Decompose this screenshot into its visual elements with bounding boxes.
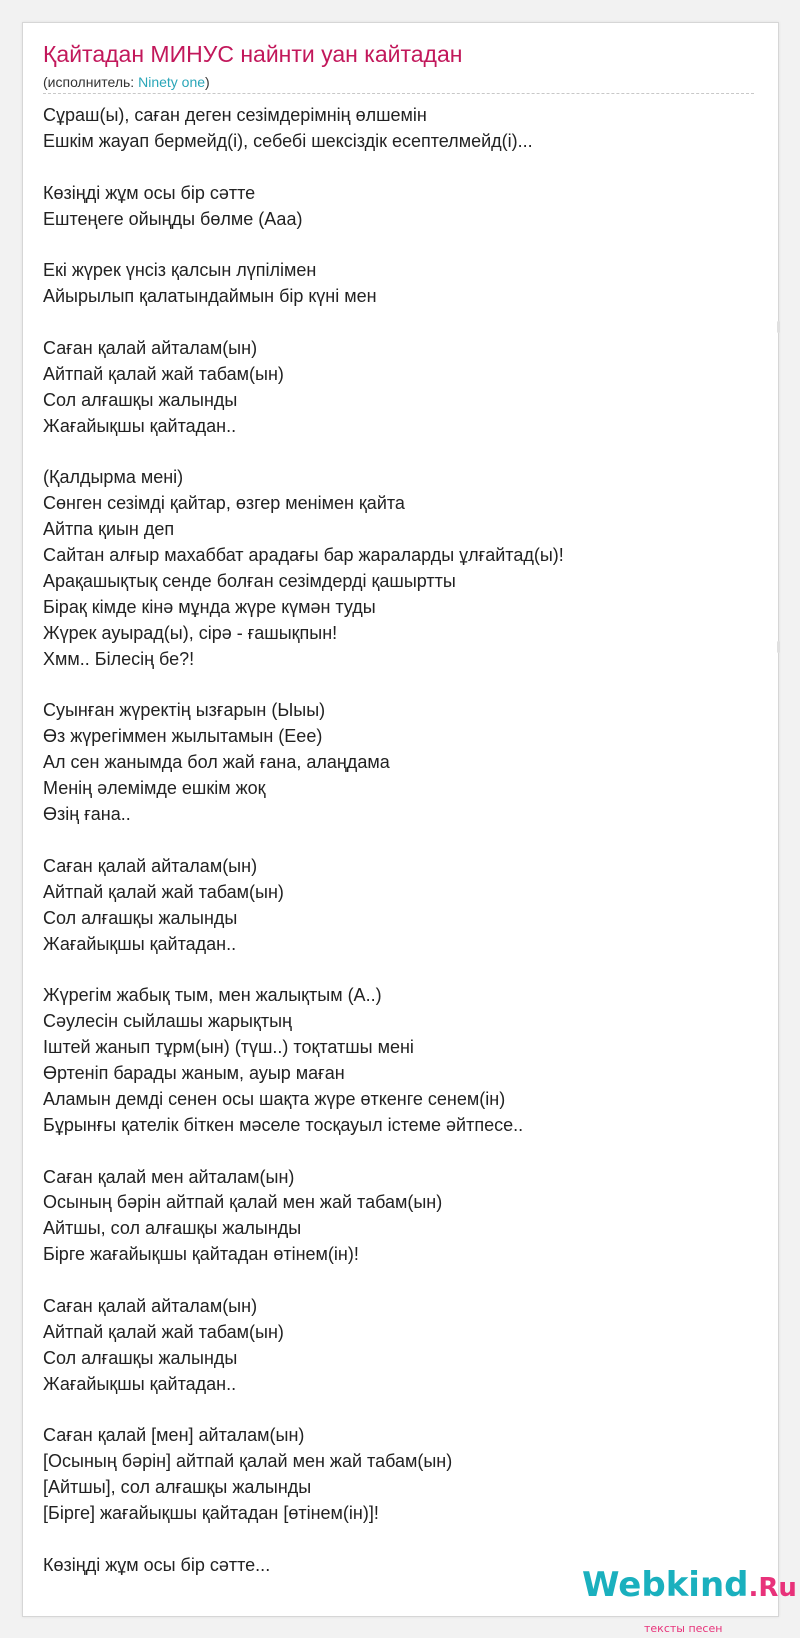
lyric-line: [43, 440, 763, 466]
title-divider: [43, 93, 754, 94]
lyric-line: Айтшы, сол алғашқы жалынды: [43, 1218, 302, 1239]
byline-suffix: ): [205, 74, 210, 90]
lyric-line: Саған қалай айталам(ын): [43, 855, 258, 876]
lyric-line: Өз жүрегіммен жылытамын (Еее): [43, 726, 323, 747]
lyric-line: Сол алғашқы жалынды: [43, 389, 238, 410]
lyric-line: Сол алғашқы жалынды: [43, 907, 238, 928]
lyric-line: Екі жүрек үнсіз қалсын лүпілімен: [43, 260, 317, 281]
lyric-line: Айырылып қалатындаймын бір күні мен: [43, 286, 377, 307]
lyric-line: Бірге жағайықшы қайтадан өтінем(ін)!: [43, 1244, 359, 1265]
lyric-line: Саған қалай айталам(ын): [43, 338, 258, 359]
lyric-line: Көзіңді жұм осы бір сәтте...: [43, 1554, 271, 1575]
scroll-marker: [777, 641, 780, 653]
lyric-line: Өртеніп барады жаным, ауыр маған: [43, 1062, 345, 1083]
lyric-line: Арақашықтық сенде болған сезімдерді қашыртты: [43, 571, 456, 592]
lyric-line: [43, 957, 763, 983]
lyric-line: Суынған жүректің ызғарын (Ыыы): [43, 700, 326, 721]
lyric-line: Сайтан алғыр махаббат арадағы бар жараларды ұлғайтад(ы)!: [43, 545, 564, 566]
lyric-line: Айтпай қалай жай табам(ын): [43, 1321, 284, 1342]
lyric-line: Айтпай қалай жай табам(ын): [43, 363, 284, 384]
logo-tagline: тексты песен: [644, 1622, 723, 1635]
lyric-line: [43, 673, 763, 699]
lyric-line: [Айтшы], сол алғашқы жалынды: [43, 1477, 312, 1498]
lyric-line: [43, 232, 763, 258]
lyrics-card: [22, 22, 779, 1617]
logo-tld-text: .Ru: [748, 1573, 797, 1603]
lyric-line: Саған қалай [мен] айталам(ын): [43, 1425, 305, 1446]
lyric-line: Сәулесін сыйлашы жарықтың: [43, 1011, 292, 1032]
lyric-line: Сұраш(ы), саған деген сезімдерімнің өлшемін: [43, 105, 427, 125]
lyric-line: Жүрегім жабық тым, мен жалықтым (А..): [43, 985, 382, 1006]
lyric-line: [43, 155, 763, 181]
lyric-line: Іштей жанып тұрм(ын) (түш..) тоқтатшы мені: [43, 1037, 414, 1058]
lyric-line: [43, 1268, 763, 1294]
artist-byline: [43, 74, 210, 90]
lyric-line: Бұрынғы қателік біткен мәселе тосқауыл істеме әйтпесе..: [43, 1114, 524, 1135]
lyric-line: Бірақ кімде кінә мұнда жүре күмән туды: [43, 596, 376, 617]
webkind-logo[interactable]: [582, 1565, 797, 1608]
logo-main-text: Webkind: [582, 1565, 749, 1605]
lyric-line: Сөнген сезімді қайтар, өзгер менімен қайта: [43, 493, 405, 514]
lyric-line: Ал сен жанымда бол жай ғана, алаңдама: [43, 752, 390, 773]
lyric-line: Жағайықшы қайтадан..: [43, 933, 237, 954]
lyric-line: Саған қалай айталам(ын): [43, 1295, 258, 1316]
lyric-line: Жүрек ауырад(ы), сірә - ғашықпын!: [43, 622, 338, 643]
lyric-line: Көзіңді жұм осы бір сәтте: [43, 182, 256, 203]
lyric-line: Саған қалай мен айталам(ын): [43, 1166, 295, 1187]
lyric-line: Айтпай қалай жай табам(ын): [43, 881, 284, 902]
lyric-line: Ешкім жауап бермейд(і), себебі шексіздік есептелмейд(і)...: [43, 130, 533, 151]
lyric-line: [43, 1527, 763, 1553]
lyric-line: Өзің ғана..: [43, 804, 131, 825]
lyric-line: [43, 1139, 763, 1165]
lyric-line: Жағайықшы қайтадан..: [43, 1373, 237, 1394]
lyric-line: [43, 828, 763, 854]
lyric-line: Осының бәрін айтпай қалай мен жай табам(ын): [43, 1192, 443, 1213]
lyrics-text: [43, 103, 763, 1579]
lyric-line: Аламын демді сенен осы шақта жүре өткенге сенем(ін): [43, 1088, 506, 1109]
lyric-line: Хмм.. Білесің бе?!: [43, 648, 195, 669]
lyric-line: [43, 1398, 763, 1424]
song-title: Қайтадан МИНУС найнти уан кайтадан: [43, 41, 463, 67]
lyric-line: Жағайықшы қайтадан..: [43, 415, 237, 436]
lyric-line: (Қалдырма мені): [43, 467, 184, 488]
artist-link[interactable]: Ninety one: [138, 74, 206, 90]
lyric-line: Ештеңеге ойыңды бөлме (Ааа): [43, 208, 303, 229]
lyric-line: Сол алғашқы жалынды: [43, 1347, 238, 1368]
lyric-line: Менің әлемімде ешкім жоқ: [43, 778, 266, 799]
lyric-line: [Осының бәрін] айтпай қалай мен жай табам(ын): [43, 1451, 453, 1472]
lyric-line: [Бірге] жағайықшы қайтадан [өтінем(ін)]!: [43, 1503, 379, 1524]
lyric-line: [43, 310, 763, 336]
scroll-marker: [777, 321, 780, 333]
byline-prefix: (исполнитель:: [43, 74, 139, 90]
lyric-line: Айтпа қиын деп: [43, 519, 175, 540]
